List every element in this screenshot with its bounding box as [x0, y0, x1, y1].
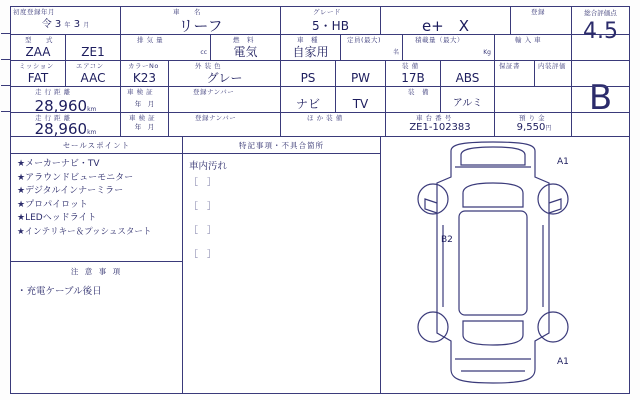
vehicle-outline-svg [381, 137, 631, 395]
field-registration-number: 登録ナンバー [169, 87, 281, 113]
aircon-value: AAC [80, 71, 106, 85]
field-equip-tv [336, 87, 386, 113]
field-chassis-number: 車 台 番 号 ZE1-102383 [386, 113, 495, 137]
interior-grade-value: B [588, 78, 613, 118]
first-registration-value: 令 3 年 3 月 [41, 19, 90, 30]
field-equip-pw [336, 61, 386, 87]
exterior-color-value: グレー [206, 71, 243, 85]
field-capacity: 定員(最大) 名 [341, 35, 403, 61]
field-car-name: 車 名 リーフ [121, 7, 281, 35]
field-mileage-row: 走 行 距 離 28,960km [11, 113, 121, 137]
sales-points-panel [11, 137, 183, 262]
field-registration: 登録 [531, 8, 545, 16]
field-mileage: 走 行 距 離 28,960km [11, 87, 121, 113]
damage-label: A1 [557, 357, 569, 367]
vehicle-type-value: 自家用 [292, 45, 329, 59]
equip-ps-value: PS [300, 71, 316, 85]
list-item: ・充電ケーブル後日 [17, 286, 102, 297]
model-code-prefix-value: ZAA [25, 45, 51, 59]
header-row-2 [11, 35, 629, 61]
bracket-slot: ［ ］ [189, 178, 217, 188]
notes-title: 注 意 事 項 [70, 267, 123, 276]
field-warranty: 保証書 [495, 61, 535, 87]
field-equip-blank: 装 備 [386, 87, 441, 113]
damage-label: B2 [441, 235, 453, 245]
field-load-capacity: 積載量（最大） Kg [403, 35, 495, 61]
bracket-slot: ［ ］ [189, 226, 217, 236]
deposit-value: 9,550円 [516, 122, 552, 133]
remarks-panel [183, 137, 381, 393]
list-item: ★デジタルインナーミラー [17, 186, 124, 196]
list-item: ★インテリキー＆プッシュスタート [17, 226, 152, 237]
header-row-4 [11, 87, 629, 113]
field-model-code [66, 35, 121, 61]
car-name-value: リーフ [178, 17, 223, 35]
field-mission: ミッション FAT [11, 61, 66, 87]
field-grade: グレード 5・HB [281, 7, 381, 35]
field-color-no: カラーNo K23 [121, 61, 169, 87]
list-item: 車内汚れ [189, 161, 228, 172]
field-chassis-number-label [495, 87, 573, 113]
field-equip-abs [441, 61, 495, 87]
total-score-value: 4.5 [583, 19, 618, 44]
remarks-brackets [189, 171, 216, 267]
list-item: ★メーカーナビ・TV [17, 159, 100, 169]
mileage-value: 28,960km [34, 97, 97, 115]
model-code-value: ZE1 [81, 45, 105, 59]
field-exterior-color: 外 装 色 グレー [169, 61, 281, 87]
remarks-title: 特記事項・不具合箇所 [183, 137, 380, 154]
total-score-label: 総合評価点 [584, 9, 617, 17]
field-grade-name [381, 7, 511, 35]
equip-navi-value: ナビ [295, 97, 320, 111]
equip-tv-value: TV [352, 97, 369, 111]
fuel-value: 電気 [233, 45, 258, 59]
field-other-equipment: ほ か 装 備 [281, 113, 386, 137]
bracket-slot: ［ ］ [189, 250, 217, 260]
sheet-frame [10, 6, 630, 394]
equip-tire-value: 17B [401, 71, 425, 85]
vehicle-diagram [381, 137, 629, 393]
header-row-5 [11, 113, 629, 137]
field-inspection-value: 車 検 証 年 月 [121, 113, 169, 137]
field-first-registration: 初度登録年月 令 3 年 3 月 [11, 7, 121, 35]
field-interior-grade-label: 内装評価 [538, 62, 566, 70]
field-inspection: 車 検 証 年 月 [121, 87, 169, 113]
color-no-value: K23 [132, 71, 157, 85]
bracket-slot: ［ ］ [189, 202, 217, 212]
equip-alumi-value: アルミ [452, 98, 483, 109]
sales-points-title: セールスポイント [11, 137, 182, 154]
equip-abs-value: ABS [455, 71, 480, 85]
field-model-code-prefix: 型 式 ZAA [11, 35, 66, 61]
field-aircon: エアコン AAC [66, 61, 121, 87]
lower-section [11, 137, 629, 393]
grade-name-value: e+ X [421, 17, 470, 35]
field-displacement: 排 気 量 cc [121, 35, 211, 61]
field-equip-tire: 装 備 17B [386, 61, 441, 87]
field-vehicle-type: 車 種 自家用 [281, 35, 341, 61]
field-deposit: 預 り 金 9,550円 [495, 113, 573, 137]
damage-label: A1 [557, 157, 569, 167]
field-fuel: 燃 料 電気 [211, 35, 281, 61]
list-item: ★プロパイロット [17, 199, 88, 210]
list-item: ★LEDヘッドライト [17, 213, 97, 223]
notes-list [11, 280, 182, 299]
chassis-number-value: ZE1-102383 [409, 122, 471, 133]
field-equip-alumi [441, 87, 495, 113]
sales-points-list [11, 154, 182, 239]
equip-pw-value: PW [350, 71, 371, 85]
header-row-1 [11, 7, 629, 35]
header-row-3 [11, 61, 629, 87]
list-item: ★アラウンドビューモニター [17, 172, 134, 183]
field-equip-navi [281, 87, 336, 113]
field-equip-ps [281, 61, 336, 87]
field-regnumber-value: 登録ナンバー [169, 113, 281, 137]
grade-code-value: 5・HB [312, 19, 349, 33]
field-import: 輸 入 車 [515, 36, 542, 44]
mission-value: FAT [27, 71, 49, 85]
notes-panel [11, 262, 183, 393]
